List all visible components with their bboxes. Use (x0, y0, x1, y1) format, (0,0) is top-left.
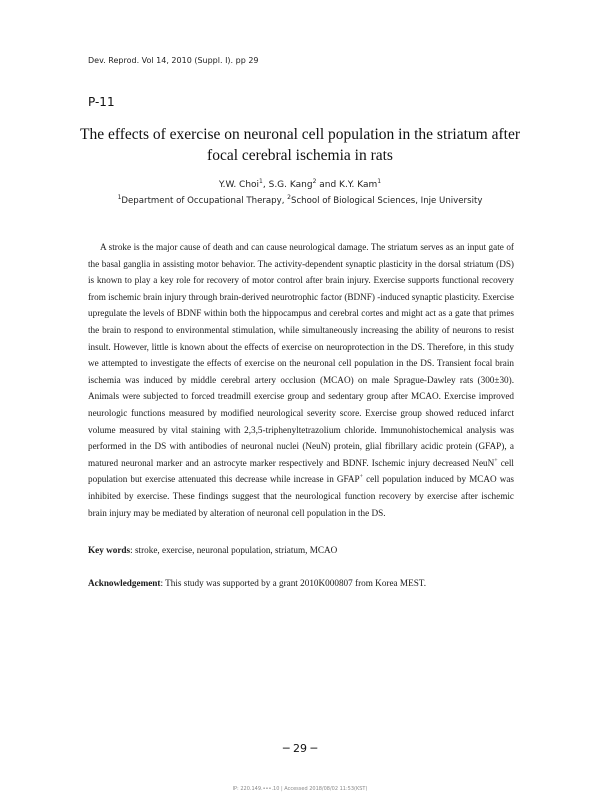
title-line-1: The effects of exercise on neuronal cell population in the striatum after (79, 126, 520, 143)
journal-citation: Dev. Reprod. Vol 14, 2010 (Suppl. I). pp 29 (88, 56, 259, 65)
affiliation-1: Department of Occupational Therapy, (121, 196, 288, 206)
author-affiliation-mark: 1 (377, 178, 382, 185)
author-name: Y.W. Choi (218, 180, 260, 190)
acknowledgement-label: Acknowledgement (88, 578, 161, 588)
author-separator: , (262, 180, 269, 190)
affiliation-mark: 2 (287, 194, 291, 202)
poster-id: P-11 (88, 95, 115, 109)
keywords-text: : stroke, exercise, neuronal population, striatum, MCAO (130, 545, 338, 555)
title-line-2: focal cerebral ischemia in rats (207, 147, 393, 164)
page-number: ─ 29 ─ (282, 742, 318, 755)
affiliation-2: School of Biological Sciences, Inje University (291, 196, 483, 206)
author-affiliation-mark: 1 (259, 178, 263, 185)
affiliations (60, 196, 540, 206)
superscript-plus: + (359, 474, 364, 481)
abstract-text: cell population induced by MCAO was inhibited by exercise. These findings suggest that the neurological function recovery by exercise after ischemic brain injury may be mediated by alteration of neuronal cell population in the DS. (88, 474, 515, 518)
author-list (60, 180, 540, 190)
author-and: and (316, 180, 340, 190)
author-name: S.G. Kang (268, 180, 313, 190)
author-affiliation-mark: 2 (312, 178, 317, 185)
access-watermark: IP: 220.149.•••.10 | Accessed 2018/08/02 11:53(KST) (232, 786, 368, 792)
keywords-label: Key words (88, 545, 131, 555)
abstract-text: A stroke is the major cause of death and can cause neurological damage. The striatum serves as an input gate of the basal ganglia in assisting motor behavior. The activity-dependent synaptic plasticity in the dorsal striatum (DS) is known to play a key role for recovery of motor control after brain injury. Exercise supports functional recovery from ischemic brain injury through brain-derived neurotrophic factor (BDNF) -induced synaptic plasticity. Exercise upregulate the levels of BDNF within both the hippocampus and cerebral cortes and might act as a gate that primes the brain to respond to environmental stimulation, while simultaneously increasing the ability of neurons to resist insult. However, little is known about the effects of exercise on neuroprotection in the DS. Therefore, in this study we attempted to investigate the effects of exercise on the neuronal cell population in the DS. Transient focal brain ischemia was induced by middle cerebral artery occlusion (MCAO) on male Sprague-Dawley rats (300±30). Animals were subjected to forced treadmill exercise group and sedentary group after MCAO. Exercise improved neurologic functions measured by modified neurological severity score. Exercise group showed reduced infarct volume measured by vital staining with 2,3,5-triphenyltetrazolium chloride. Immunohistochemical analysis was performed in the DS with antibodies of neuronal nuclei (NeuN) protein, glial fibrillary acidic protein (GFAP), a matured neuronal marker and an astrocyte marker respectively and BDNF. Ischemic injury decreased NeuN (88, 242, 514, 468)
superscript-plus: + (494, 457, 498, 464)
paper-title (60, 124, 540, 166)
acknowledgement-text: : This study was supported by a grant 2010K000807 from Korea MEST. (160, 578, 427, 588)
abstract-text: cell population but exercise attenuated this decrease while increase in GFAP (88, 457, 514, 485)
acknowledgement (88, 578, 514, 588)
author-name: K.Y. Kam (339, 180, 378, 190)
abstract-paragraph (88, 239, 514, 521)
affiliation-mark: 1 (117, 194, 122, 202)
abstract (88, 239, 514, 521)
keywords (88, 545, 514, 555)
